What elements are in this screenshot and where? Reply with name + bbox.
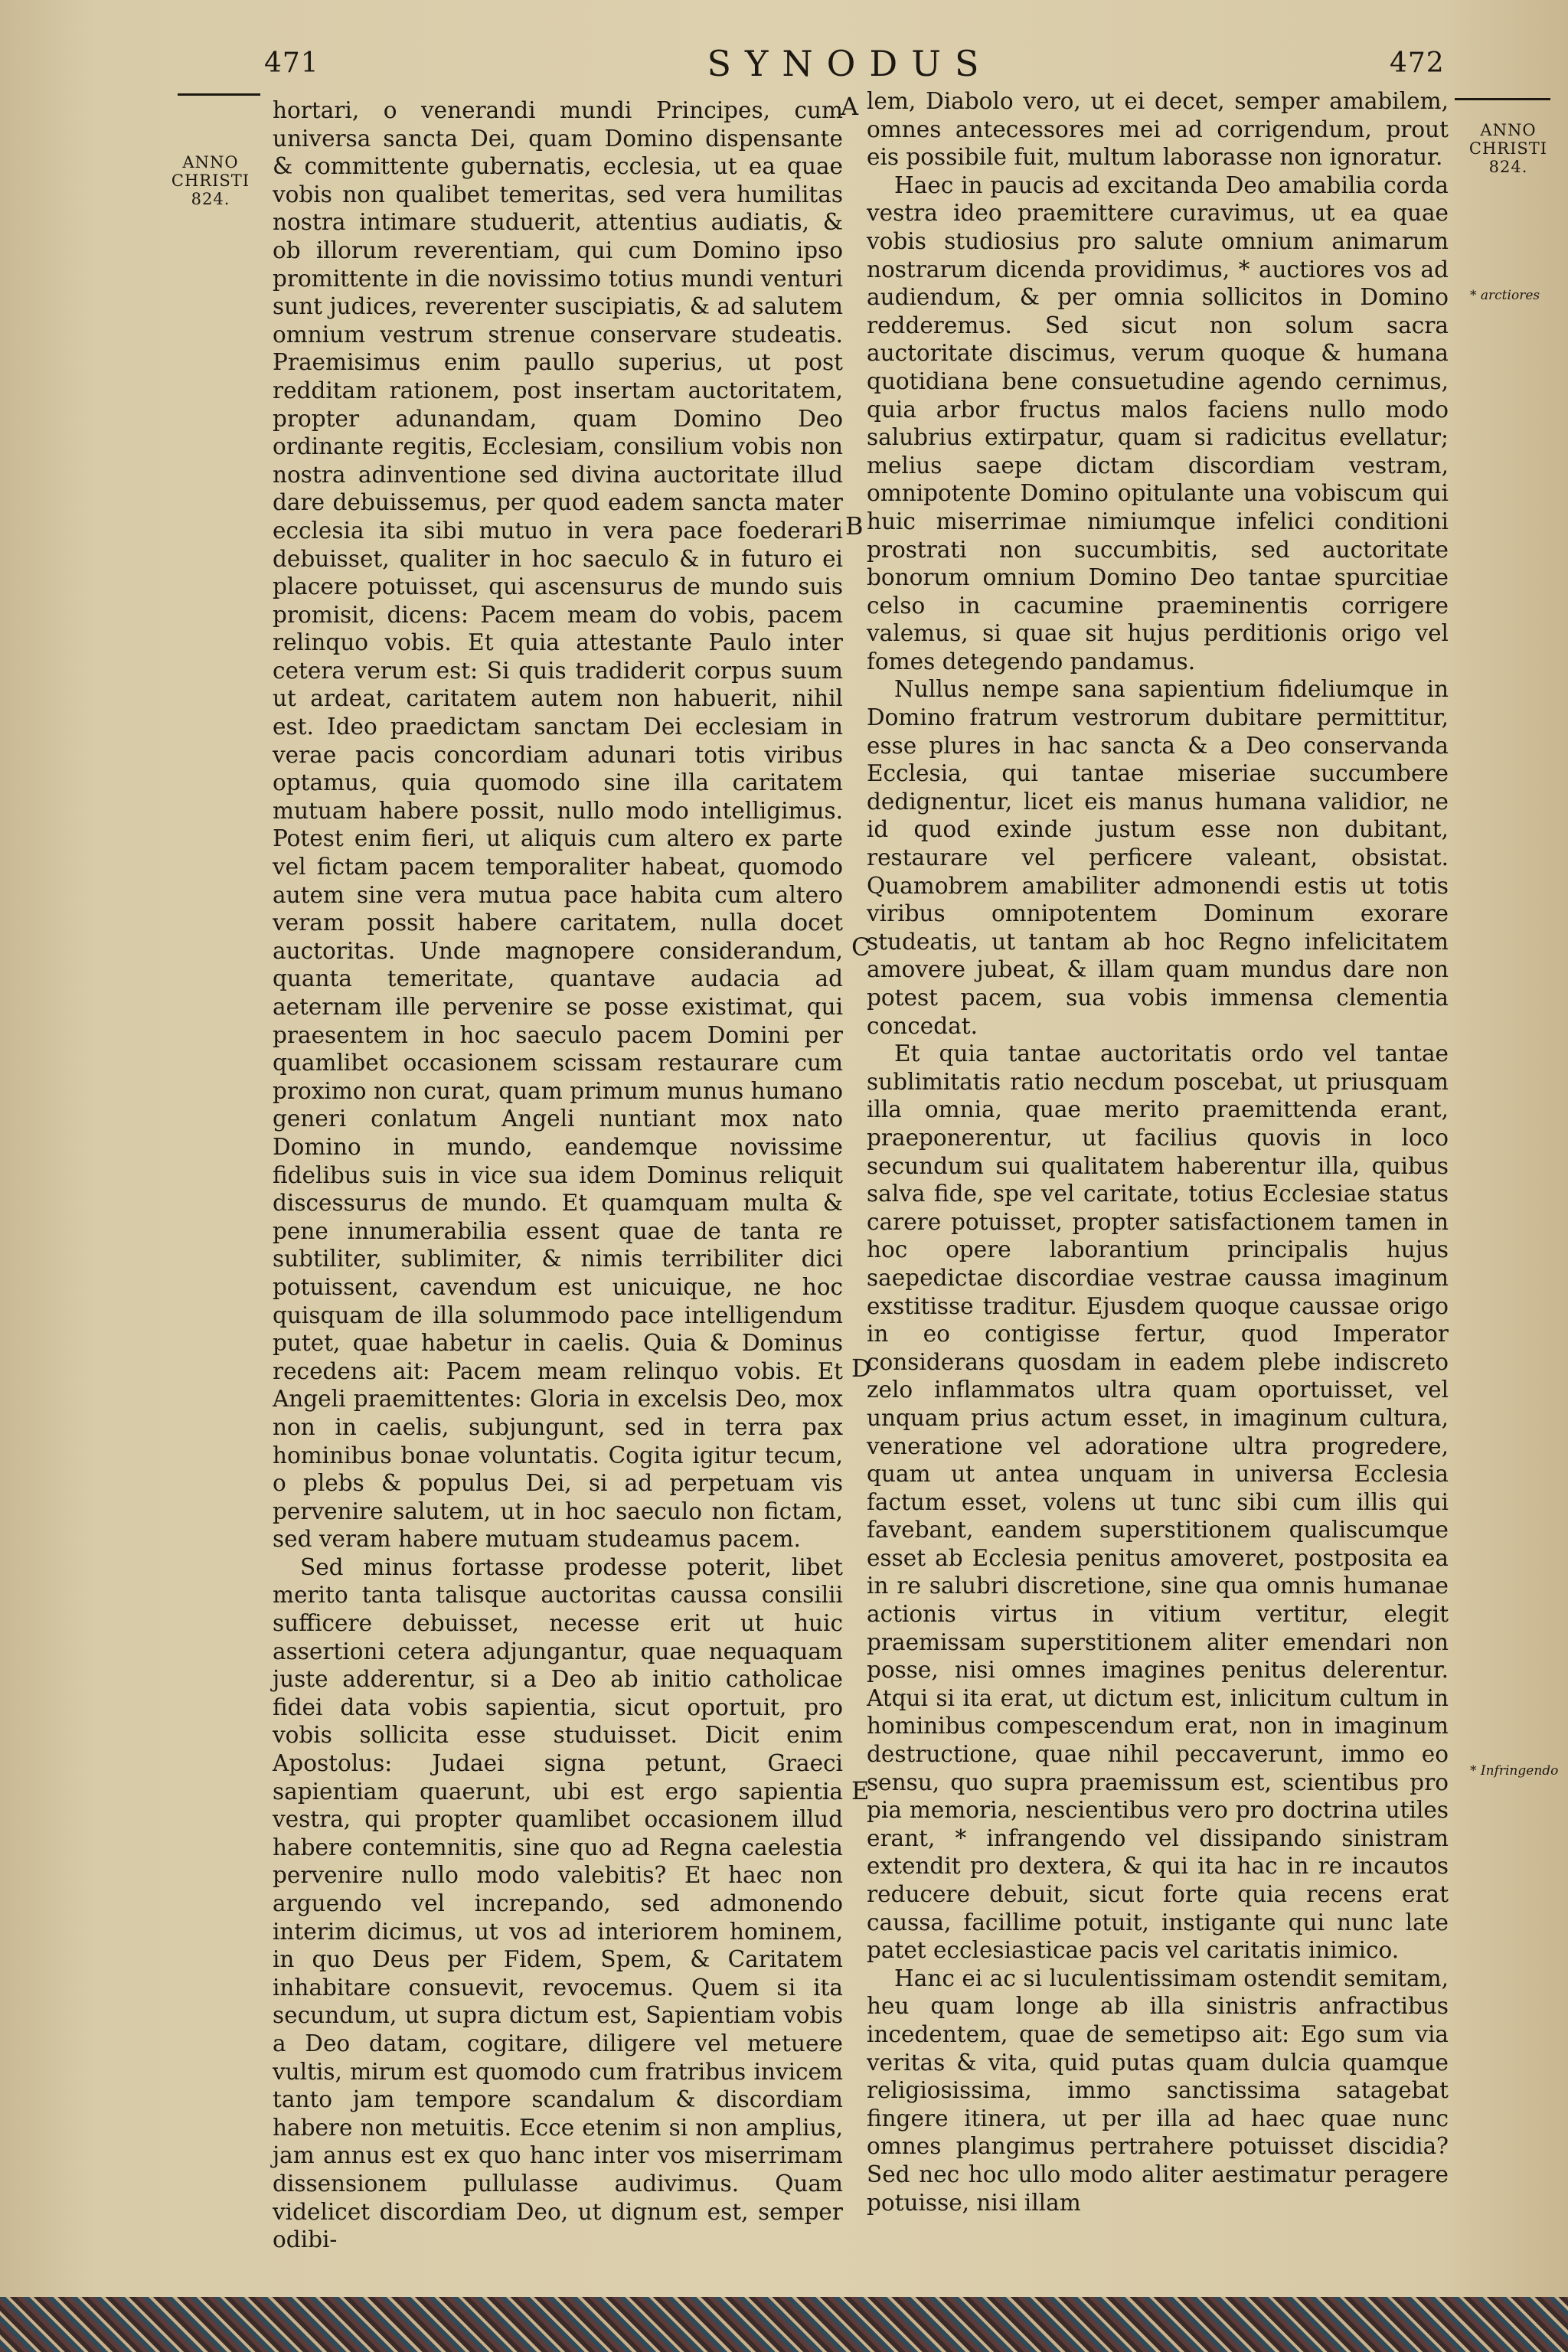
paragraph: lem, Diabolo vero, ut ei decet, semper amabilem, omnes antecessores mei ad corrigendum, prout eis possibile fuit, multum laborasse non ignoratur. <box>867 88 1449 171</box>
section-letter-b: B <box>845 511 864 541</box>
running-header <box>0 43 1568 93</box>
paragraph: Sed minus fortasse prodesse poterit, libet merito tanta talisque auctoritas caussa consilii sufficere debuisset, necesse erit ut huic assertioni cetera adjungantur, quae nequaquam juste adderentur, si a Deo ab initio catholicae fidei data vobis sapientia, sicut oportuit, pro vobis sollicita esse studuisset. Dicit enim Apostolus: Judaei signa petunt, Graeci sapientiam quaerunt, ubi est ergo sapientia vestra, qui propter quamlibet occasionem illud habere contemnitis, sine quo ad Regna caelestia pervenire nullo modo valebitis? Et haec non arguendo vel increpando, sed admonendo interim dicimus, ut vos ad interiorem hominem, in quo Deus per Fidem, Spem, & Caritatem inhabitare consuevit, revocemus. Quem si ita secundum, ut supra dictum est, Sapientiam vobis a Deo datam, cogitare, diligere vel metuere vultis, mirum est quomodo cum fratribus invicem tanto jam tempore scandalum & discordiam habere non metuitis. Ecce etenim si non amplius, jam annus est ex quo hanc inter vos miserrimam dissensionem pullulasse audivimus. Quam videlicet discordiam Deo, ut dignum est, semper odibi- <box>273 1553 843 2253</box>
page-number-right: 472 <box>1390 47 1445 79</box>
section-letter-c: C <box>851 933 871 962</box>
side-note-variant-1: * arctiores <box>1470 288 1540 303</box>
section-letter-e: E <box>851 1776 870 1805</box>
margin-note-year-right: ANNO CHRISTI 824. <box>1468 121 1548 176</box>
side-note-variant-2: * Infringendo <box>1470 1763 1559 1779</box>
paragraph: Haec in paucis ad excitanda Deo amabilia corda vestra ideo praemittere curavimus, ut ea quae vobis studiosius pro salute omnium animarum nostrarum dicenda providimus, * auctiores vos ad audiendum, & per omnia sollicitos in Domino redderemus. Sed sicut non solum sacra auctoritate discimus, verum quoque & humana quotidiana bene consuetudine agendo cernimus, quia arbor fructus malos faciens nullo modo salubrius extirpatur, quam si radicitus evellatur; melius saepe dictam discordiam vestram, omnipotente Domino opitulante una vobiscum qui huic miserrimae nimiumque infelici conditioni prostrati non succumbitis, sed auctoritate bonorum omnium Domino Deo tantae spurcitiae celso in cacumine praeminentis corrigere valemus, si quae sit hujus perditionis origo vel fomes detegendo pandamus. <box>867 172 1449 675</box>
text-column-right <box>867 87 1449 2216</box>
text-column-left <box>273 96 843 2254</box>
running-title: SYNODUS <box>707 43 993 84</box>
header-rule-right <box>1455 98 1550 100</box>
background-fabric <box>0 2297 1568 2352</box>
header-rule-left <box>178 93 260 96</box>
page-number-left: 471 <box>264 47 319 79</box>
paragraph: Et quia tantae auctoritatis ordo vel tantae sublimitatis ratio necdum poscebat, ut priusquam illa omnia, quae merito praemittenda erant, praeponerentur, ut facilius quovis in loco secundum sui qualitatem haberentur illa, quibus salva fide, spe vel caritate, totius Ecclesiae status carere potuisset, propter satisfactionem tamen in hoc opere laborantium principalis hujus saepedictae discordiae vestrae caussa imaginum exstitisse traditur. Ejusdem quoque caussae origo in eo contigisse fertur, quod Imperator considerans quosdam in eadem plebe indiscreto zelo inflammatos ultra quam oportuisset, vel unquam prius actum esset, in imaginum cultura, veneratione vel adoratione ultra progredere, quam ut antea unquam in universa Ecclesia factum esset, volens ut tunc sibi cum illis qui favebant, eandem superstitionem qualiscumque esset ab Ecclesia penitus amoveret, postposita ea in re salubri discretione, sine qua omnis humanae actionis virtus in vitium vertitur, elegit praemissam superstitionem aliter emendari non posse, nisi omnes imagines penitus delerentur. Atqui si ita erat, ut dictum est, inlicitum cultum in hominibus compescendum erat, non in imaginum destructione, quae nihil peccaverunt, immo eo sensu, quo supra praemissum est, scientibus pro pia memoria, nescientibus vero pro doctrina utiles erant, * infrangendo vel dissipando sinistram extendit pro dextera, & qui ita hac in re incautos reducere debuit, sicut forte quia recens erat caussa, facillime potuit, instigante qui nunc late patet ecclesiasticae pacis vel caritatis inimico. <box>867 1040 1449 1964</box>
paragraph: Hanc ei ac si luculentissimam ostendit semitam, heu quam longe ab illa sinistris anfractibus incedentem, quae de semetipso ait: Ego sum via veritas & vita, quid putas quam dulcia quamque religiosissima, immo sanctissima satagebat fingere itinera, ut per illa ad haec quae nunc omnes plangimus pertrahere potuisset discidia? Sed nec hoc ullo modo aliter aestimatur peragere potuisse, nisi illam <box>867 1965 1449 2216</box>
paragraph: hortari, o venerandi mundi Principes, cum universa sancta Dei, quam Domino dispensante & committente gubernatis, ecclesia, ut ea quae vobis non qualibet temeritas, sed vera humilitas nostra intimare studuerit, attentius audiatis, & ob illorum reverentiam, qui cum Domino ipso promittente in die novissimo totius mundi venturi sunt judices, reverenter suscipiatis, & ad salutem omnium vestrum strenue conservare studeatis. Praemisimus enim paullo superius, ut post redditam rationem, post insertam auctoritatem, propter adunandam, quam Domino Deo ordinante regitis, Ecclesiam, consilium vobis non nostra adinventione sed divina auctoritate illud dare debuissemus, per quod eadem sancta mater ecclesia ita sibi mutuo in vera pace foederari debuisset, qualiter in hoc saeculo & in futuro ei placere potuisset, qui ascensurus de mundo suis promisit, dicens: Pacem meam do vobis, pacem relinquo vobis. Et quia attestante Paulo inter cetera verum est: Si quis tradiderit corpus suum ut ardeat, caritatem autem non habuerit, nihil est. Ideo praedictam sanctam Dei ecclesiam in verae pacis concordiam adunari totis viribus optamus, quia quomodo sine illa caritatem mutuam habere possit, nullo modo intelligimus. Potest enim fieri, ut aliquis cum altero ex parte vel fictam pacem temporaliter habeat, quomodo autem sine vera mutua pace habita cum altero veram possit habere caritatem, nulla docet auctoritas. Unde magnopere considerandum, quanta temeritate, quantave audacia ad aeternam ille pervenire se posse existimat, qui praesentem in hoc saeculo pacem Domini per quamlibet occasionem scissam restaurare cum proximo non curat, quam primum munus humano generi conlatum Angeli nuntiant mox nato Domino in mundo, eandemque novissime fidelibus suis in vice sua idem Dominus reliquit discessurus de mundo. Et quamquam multa & pene innumerabilia essent quae de tanta re subtiliter, sublimiter, & nimis terribiliter dici potuissent, cavendum est unicuique, ne hoc quisquam de illa solummodo pace intelligendum putet, quae habetur in caelis. Quia & Dominus recedens ait: Pacem meam relinquo vobis. Et Angeli praemittentes: Gloria in excelsis Deo, mox non in caelis, subjungunt, sed in terra pax hominibus bonae voluntatis. Cogita igitur tecum, o plebs & populus Dei, si ad perpetuam vis pervenire salutem, ut in hoc saeculo non fictam, sed veram habere mutuam studeamus pacem. <box>273 97 843 1553</box>
margin-note-year-left: ANNO CHRISTI 824. <box>171 153 250 208</box>
section-letter-a: A <box>841 92 859 121</box>
paragraph: Nullus nempe sana sapientium fideliumque in Domino fratrum vestrorum dubitare permittitur, esse plures in hac sancta & a Deo conservanda Ecclesia, qui tantae miseriae succumbere dedignentur, licet eis manus humana validior, ne id quod exinde justum esse non dubitant, restaurare vel perficere valeant, obsistat. Quamobrem amabiliter admonendi estis ut totis viribus omnipotentem Dominum exorare studeatis, ut tantam ab hoc Regno infelicitatem amovere jubeat, & illam quam mundus dare non potest pacem, sua vobis immensa clementia concedat. <box>867 676 1449 1039</box>
section-letter-d: D <box>851 1354 871 1383</box>
